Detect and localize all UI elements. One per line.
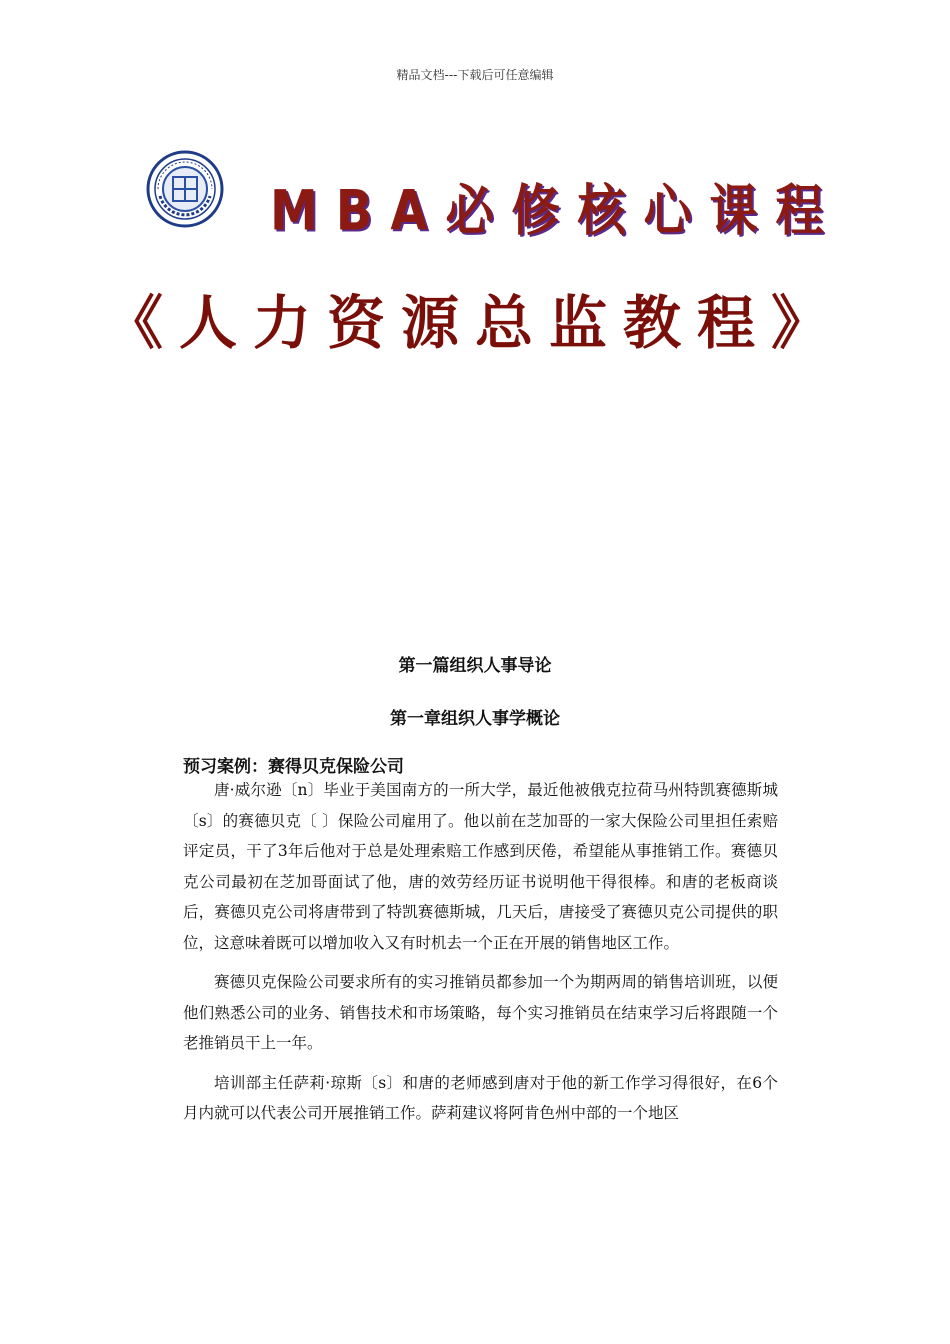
university-seal-logo <box>146 150 224 228</box>
part-title: 第一篇组织人事导论 <box>398 656 552 676</box>
book-title: 《人力资源总监教程》 <box>104 289 845 357</box>
case-heading: 预习案例：赛得贝克保险公司 <box>183 757 404 777</box>
chapter-title: 第一章组织人事学概论 <box>390 709 560 729</box>
paragraph: 赛德贝克保险公司要求所有的实习推销员都参加一个为期两周的销售培训班，以便他们熟悉公司的业务、销售技术和市场策略，每个实习推销员在结束学习后将跟随一个老推销员干上一年。 <box>183 973 778 1052</box>
paragraph: 唐·威尔逊〔n〕毕业于美国南方的一所大学，最近他被俄克拉荷马州特凯赛德斯城〔s〕的赛德贝克〔 〕保险公司雇用了。他以前在芝加哥的一家大保险公司里担任索赔评定员，干了3年后他对于总是处理索赔工作感到厌倦，希望能从事推销工作。赛德贝克公司最初在芝加哥面试了他，唐的效劳经历证书说明他干得很棒。和唐的老板商谈后，赛德贝克公司将唐带到了特凯赛德斯城，几天后，唐接受了赛德贝克公司提供的职位，这意味着既可以增加收入又有时机去一个正在开展的销售地区工作。 <box>183 781 778 952</box>
paragraph: 培训部主任萨莉·琼斯〔s〕和唐的老师感到唐对于他的新工作学习得很好，在6个月内就可以代表公司开展推销工作。萨莉建议将阿肯色州中部的一个地区 <box>183 1073 778 1122</box>
course-title: MBA必修核心课程 <box>270 178 842 244</box>
header-note: 精品文档---下载后可任意编辑 <box>396 68 554 82</box>
case-body <box>183 775 778 1129</box>
